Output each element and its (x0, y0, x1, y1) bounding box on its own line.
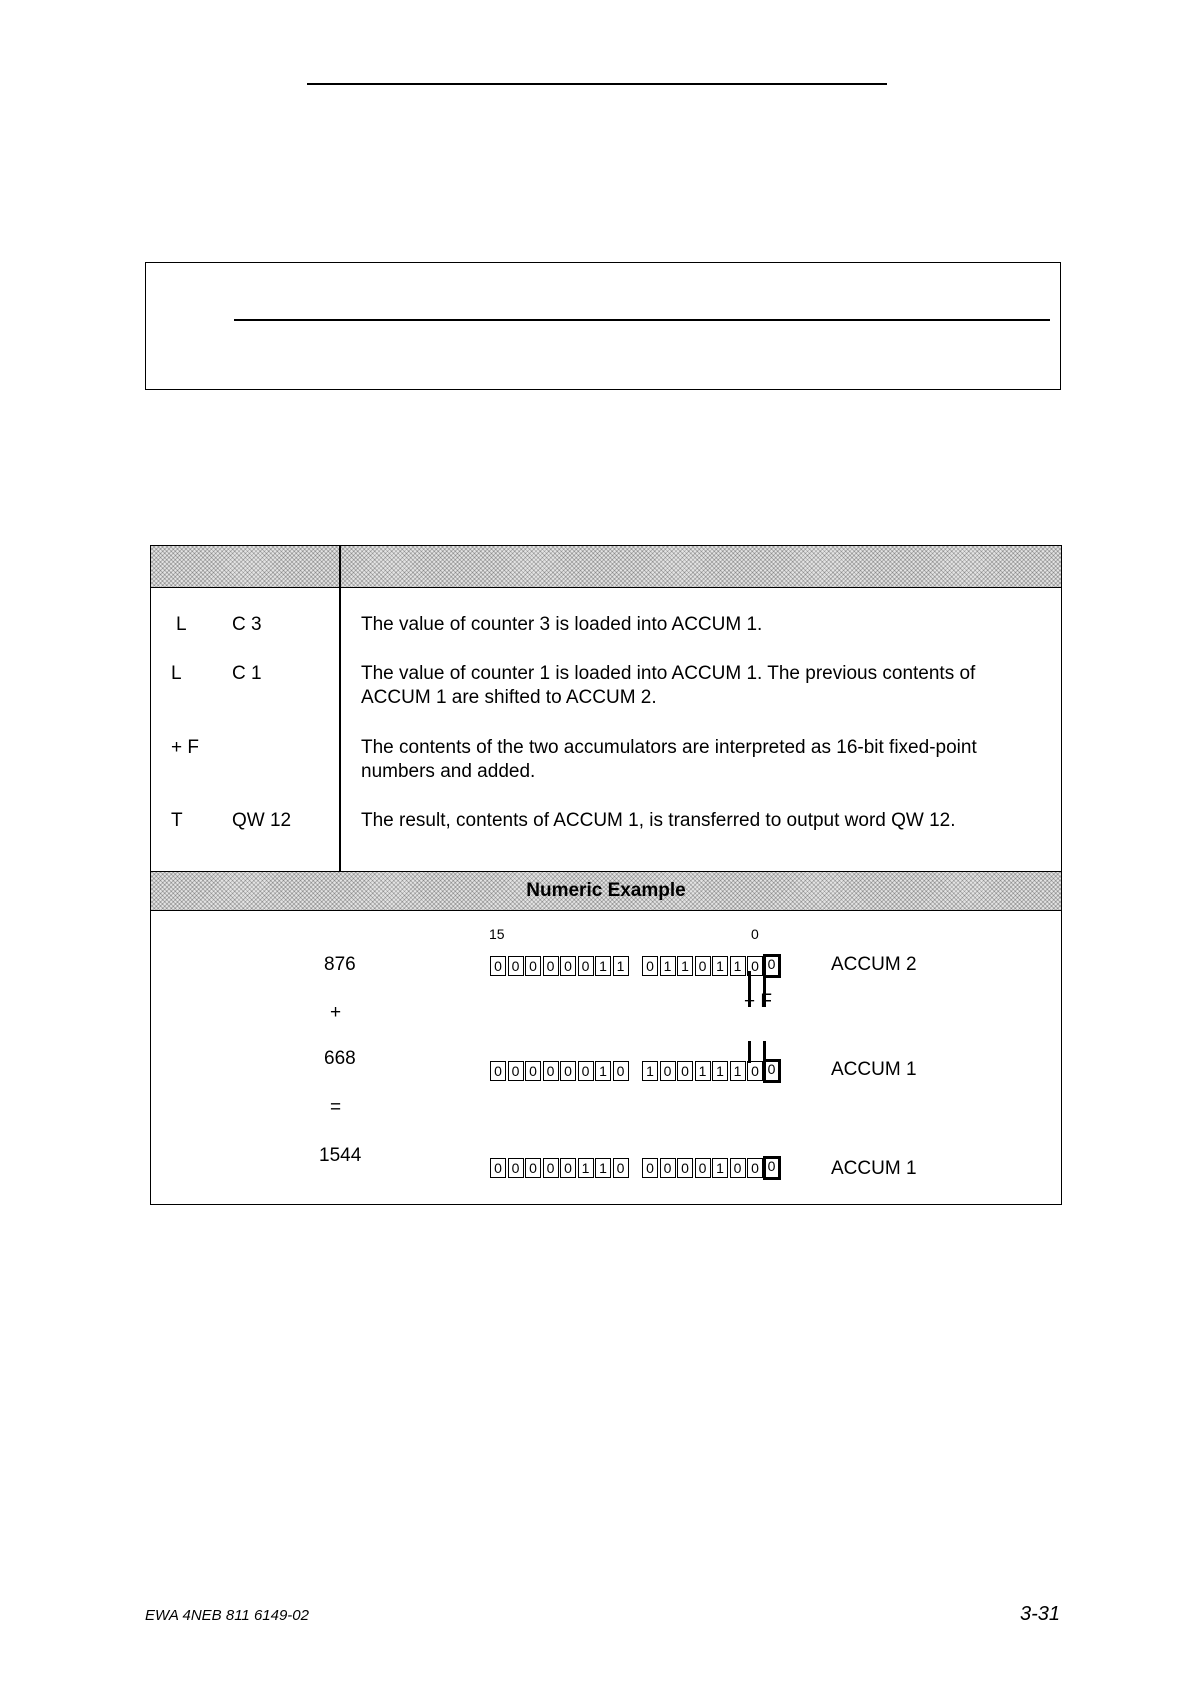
program-table (150, 545, 1062, 1205)
bit-cell: 0 (508, 1061, 524, 1081)
bit-cell: 0 (660, 1061, 676, 1081)
bit-cell: 1 (578, 1158, 594, 1178)
plus-sign: + (330, 1002, 342, 1023)
numeric-example-title: Numeric Example (526, 880, 686, 901)
add-marker-left-lower (748, 1041, 751, 1063)
heading-frame-rule (234, 319, 1050, 321)
bit-cell: 0 (677, 1158, 693, 1178)
bit-cell: 0 (747, 1061, 763, 1081)
bit-cell: 1 (695, 1061, 711, 1081)
bit-cell: 1 (712, 1061, 728, 1081)
example-value: 876 (324, 954, 356, 975)
heading-frame (145, 262, 1061, 390)
bit-cell: 0 (543, 1158, 559, 1178)
bit-cell: 1 (595, 1061, 611, 1081)
bit-cell: 0 (508, 956, 524, 976)
statement-op: L (176, 614, 187, 635)
bit-cell: 0 (730, 1158, 746, 1178)
bit-cell: 1 (613, 956, 629, 976)
bit-cell: 0 (525, 1061, 541, 1081)
bit-cell: 0 (613, 1061, 629, 1081)
example-value: 1544 (319, 1145, 362, 1166)
add-op-label: + F (744, 991, 772, 1012)
bit-cell: 0 (747, 1158, 763, 1178)
statement-operand: C 1 (232, 663, 262, 684)
bit-cell: 0 (560, 956, 576, 976)
bit-cell: 1 (677, 956, 693, 976)
bit-cell: 0 (525, 1158, 541, 1178)
bit-cell: 0 (543, 1061, 559, 1081)
bit-cell: 0 (642, 1158, 658, 1178)
bit-cell: 1 (595, 1158, 611, 1178)
add-marker-right-lower (763, 1041, 766, 1063)
bit-cell: 1 (595, 956, 611, 976)
bit-cell: 0 (560, 1158, 576, 1178)
statement-op: T (171, 810, 183, 831)
bit-cell: 0 (578, 956, 594, 976)
statement-op: L (171, 663, 182, 684)
bit-cell: 0 (490, 956, 506, 976)
bit-cell: 1 (730, 1061, 746, 1081)
accum-label: ACCUM 2 (831, 954, 917, 975)
bit-cell: 0 (695, 1158, 711, 1178)
bit-cell: 0 (543, 956, 559, 976)
bit-cell: 0 (763, 954, 781, 978)
accum-label: ACCUM 1 (831, 1059, 917, 1080)
bit-cell: 1 (642, 1061, 658, 1081)
bit-cell: 0 (642, 956, 658, 976)
statement-operand: QW 12 (232, 810, 292, 831)
bit-cell: 1 (730, 956, 746, 976)
statement-operand: C 3 (232, 614, 262, 635)
bit-cell: 0 (763, 1059, 781, 1083)
bit-cell: 0 (490, 1061, 506, 1081)
bit-cell: 0 (490, 1158, 506, 1178)
statement-op: + F (171, 737, 199, 758)
bit-index-high: 15 (489, 926, 505, 942)
document-id: EWA 4NEB 811 6149-02 (145, 1607, 309, 1624)
bit-index-low: 0 (751, 926, 759, 942)
statement-description: The value of counter 3 is loaded into ACCUM 1. (361, 614, 763, 635)
page-number: 3-31 (1019, 1603, 1060, 1625)
column-separator (339, 546, 341, 871)
bit-cell: 1 (660, 956, 676, 976)
bit-cell: 1 (712, 1158, 728, 1178)
bit-cell: 0 (677, 1061, 693, 1081)
example-value: 668 (324, 1048, 356, 1069)
bit-cell: 0 (508, 1158, 524, 1178)
bit-cell: 0 (560, 1061, 576, 1081)
bit-cell: 0 (660, 1158, 676, 1178)
bit-cell: 0 (695, 956, 711, 976)
numeric-example-band (151, 871, 1061, 911)
header-rule (307, 83, 887, 85)
bit-cell: 0 (525, 956, 541, 976)
bit-cell: 0 (613, 1158, 629, 1178)
statement-description: The value of counter 1 is loaded into ACCUM 1. The previous contents of ACCUM 1 are shifted to ACCUM 2. (361, 663, 976, 708)
accum-label: ACCUM 1 (831, 1158, 917, 1179)
bit-cell: 0 (578, 1061, 594, 1081)
bit-cell: 0 (763, 1156, 781, 1180)
table-header (151, 546, 1061, 588)
statement-description: The contents of the two accumulators are interpreted as 16-bit fixed-point numbers and added. (361, 737, 977, 782)
statement-description: The result, contents of ACCUM 1, is transferred to output word QW 12. (361, 810, 956, 831)
equals-sign: = (330, 1097, 342, 1118)
bit-cell: 1 (712, 956, 728, 976)
bit-cell: 0 (747, 956, 763, 976)
